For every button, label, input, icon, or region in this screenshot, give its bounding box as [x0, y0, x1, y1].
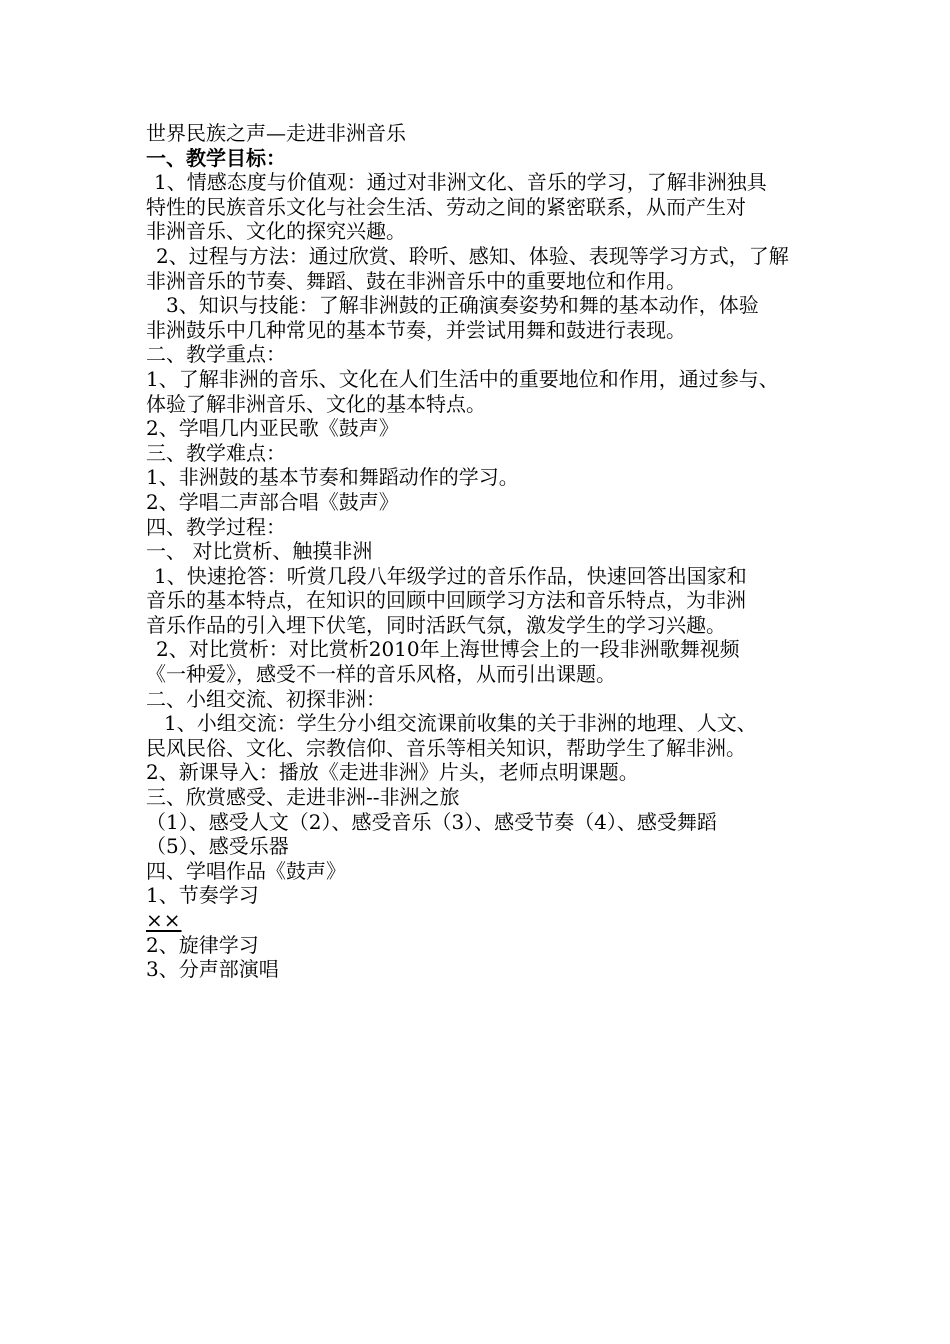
process-step-2-item-2: 2、新课导入：播放《走进非洲》片头，老师点明课题。: [146, 760, 639, 785]
objective-2-line-1: 2、过程与方法：通过欣赏、聆听、感知、体验、表现等学习方式，了解: [156, 243, 789, 268]
process-step-1-item-1-line-1: 1、快速抢答：听赏几段八年级学过的音乐作品，快速回答出国家和: [154, 563, 747, 588]
section-heading-difficulties: 三、教学难点：: [146, 440, 286, 465]
objective-1-line-1: 1、情感态度与价值观：通过对非洲文化、音乐的学习，了解非洲独具: [154, 170, 767, 195]
process-step-2-heading: 二、小组交流、初探非洲：: [146, 686, 386, 711]
section-heading-process: 四、教学过程：: [146, 514, 286, 539]
key-point-2: 2、学唱几内亚民歌《鼓声》: [146, 416, 399, 441]
objective-1-line-3: 非洲音乐、文化的探究兴趣。: [146, 219, 406, 244]
process-step-4-heading: 四、学唱作品《鼓声》: [146, 858, 346, 883]
process-step-3-list-line-1: （1）、感受人文（2）、感受音乐（3）、感受节奏（4）、感受舞蹈: [146, 809, 717, 834]
objective-3-line-2: 非洲鼓乐中几种常见的基本节奏，并尝试用舞和鼓进行表现。: [146, 317, 686, 342]
key-point-1-line-2: 体验了解非洲音乐、文化的基本特点。: [146, 391, 486, 416]
process-step-1-heading: 一、 对比赏析、触摸非洲: [146, 539, 373, 564]
doc-title: 世界民族之声—走进非洲音乐: [146, 121, 406, 145]
rhythm-notation-row: [146, 908, 826, 933]
process-step-2-item-1-line-2: 民风民俗、文化、宗教信仰、音乐等相关知识，帮助学生了解非洲。: [146, 735, 746, 760]
key-point-1-line-1: 1、了解非洲的音乐、文化在人们生活中的重要地位和作用，通过参与、: [146, 366, 779, 391]
objective-1-line-2: 特性的民族音乐文化与社会生活、劳动之间的紧密联系，从而产生对: [146, 194, 746, 219]
process-step-4-item-1: 1、节奏学习: [146, 883, 259, 908]
difficulty-1: 1、非洲鼓的基本节奏和舞蹈动作的学习。: [146, 465, 519, 490]
process-step-1-item-1-line-3: 音乐作品的引入埋下伏笔，同时活跃气氛，激发学生的学习兴趣。: [146, 612, 726, 637]
process-step-1-item-2-line-2: 《一种爱》，感受不一样的音乐风格，从而引出课题。: [146, 662, 616, 687]
process-step-1-item-2-line-1: 2、对比赏析：对比赏析2010年上海世博会上的一段非洲歌舞视频: [156, 637, 740, 662]
section-heading-key-points: 二、教学重点：: [146, 342, 286, 367]
section-heading-objectives: 一、教学目标：: [146, 145, 286, 170]
process-step-3-list-line-2: （5）、感受乐器: [146, 834, 289, 859]
difficulty-2: 2、学唱二声部合唱《鼓声》: [146, 489, 399, 514]
document-page: [146, 121, 826, 982]
process-step-1-item-1-line-2: 音乐的基本特点，在知识的回顾中回顾学习方法和音乐特点，为非洲: [146, 588, 746, 613]
objective-3-line-1: 3、知识与技能：了解非洲鼓的正确演奏姿势和舞的基本动作，体验: [166, 293, 759, 318]
process-step-4-item-3: 3、分声部演唱: [146, 957, 279, 982]
process-step-3-heading: 三、欣赏感受、走进非洲--非洲之旅: [146, 785, 460, 810]
process-step-2-item-1-line-1: 1、小组交流：学生分小组交流课前收集的关于非洲的地理、人文、: [164, 711, 757, 736]
process-step-4-item-2: 2、旋律学习: [146, 932, 259, 957]
rhythm-notation: ××: [146, 908, 182, 932]
objective-2-line-2: 非洲音乐的节奏、舞蹈、鼓在非洲音乐中的重要地位和作用。: [146, 268, 686, 293]
